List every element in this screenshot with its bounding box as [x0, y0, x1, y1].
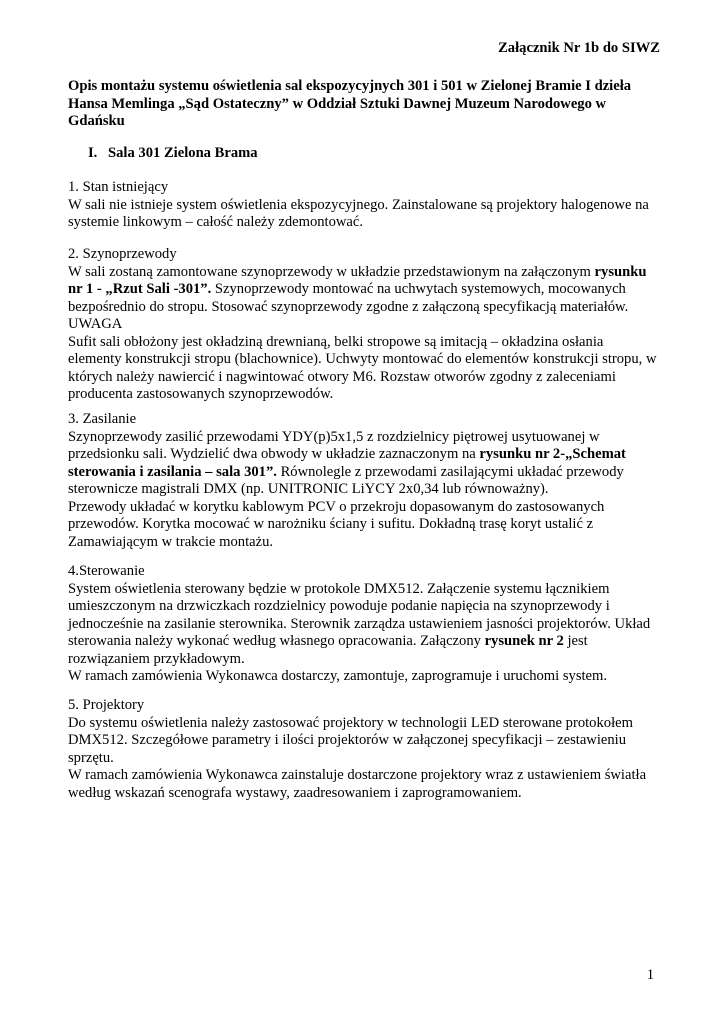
section-heading: 5. Projektory [68, 697, 145, 713]
drawing-reference: rysunku nr 1 - „Rzut Sali -301”. [68, 263, 647, 297]
text-run: jest rozwiązaniem przykładowym. [68, 633, 588, 667]
section-heading: 2. Szynoprzewody [68, 246, 177, 262]
section-heading: 1. Stan istniejący [68, 179, 169, 195]
annex-label: Załącznik Nr 1b do SIWZ [498, 40, 660, 56]
drawing-reference: rysunku nr 2-„Schemat sterowania i zasilania – sala 301”. [68, 446, 626, 480]
section-power-supply [68, 411, 660, 551]
section-existing-state [68, 179, 660, 232]
text-run: System oświetlenia sterowany będzie w protokole DMX512. Załączenie systemu łącznikiem umieszczonym na drzwiczkach rozdzielnicy powoduje podanie napięcia na szynoprzewody i jednocześnie na zasilanie sterownika. Sterownik zarządza ustawieniem jasności projektorów. Układ sterowania należy wykonać według własnego opracowania. Załączony [68, 580, 651, 649]
section-heading: 3. Zasilanie [68, 411, 137, 427]
section-busbars [68, 246, 660, 404]
document-page [68, 0, 660, 1024]
paragraph: W ramach zamówienia Wykonawca zainstaluje dostarczone projektory wraz z ustawieniem światła według wskazań scenografa wystawy, zaadresowaniem i zaprogramowaniem. [68, 767, 647, 801]
note-label: UWAGA [68, 316, 123, 332]
page-number: 1 [646, 967, 654, 983]
paragraph [68, 264, 660, 317]
document-title: Opis montażu systemu oświetlenia sal ekspozycyjnych 301 i 501 w Zielonej Bramie I dzieła Hansa Memlinga „Sąd Ostateczny” w Oddział Sztuki Dawnej Muzeum Narodowego w Gdańsku [68, 78, 632, 129]
paragraph: W sali nie istnieje system oświetlenia ekspozycyjnego. Zainstalowane są projektory halogenowe na systemie linkowym – całość należy zdemontować. [68, 196, 649, 230]
section-heading: 4.Sterowanie [68, 563, 145, 579]
text-run: Szynoprzewody montować na uchwytach systemowych, mocowanych bezpośrednio do stropu. Stosować szynoprzewody zgodne z załączoną specyfikacją materiałów. [68, 281, 629, 315]
paragraph [68, 429, 660, 499]
text-run: Szynoprzewody zasilić przewodami YDY(p)5x1,5 z rozdzielnicy piętrowej usytuowanej w przedsionku sali. Wydzielić dwa obwody w układzie zaznaczonym na [68, 428, 600, 462]
text-run: Równolegle z przewodami zasilającymi układać przewody sterownicze magistrali DMX (np. UNITRONIC LiYCY 2x0,34 lub równoważny). [68, 463, 624, 497]
drawing-reference: rysunek nr 2 [484, 633, 564, 649]
chapter-heading [88, 145, 258, 163]
paragraph: Do systemu oświetlenia należy zastosować projektory w technologii LED sterowane protokołem DMX512. Szczegółowe parametry i ilości projektorów w załączonej specyfikacji – zestawieniu sprzętu. [68, 714, 633, 766]
paragraph: Przewody układać w korytku kablowym PCV o przekroju dopasowanym do zastosowanych przewodów. Korytka mocować w narożniku ściany i sufitu. Dokładną trasę koryt ustalić z Zamawiającym w trakcie montażu. [68, 498, 605, 550]
paragraph [68, 581, 660, 669]
text-run: W sali zostaną zamontowane szynoprzewody w układzie przedstawionym na załączonym [68, 263, 595, 280]
chapter-title: Sala 301 Zielona Brama [108, 145, 258, 161]
paragraph: W ramach zamówienia Wykonawca dostarczy, zamontuje, zaprogramuje i uruchomi system. [68, 668, 608, 684]
paragraph: Sufit sali obłożony jest okładziną drewnianą, belki stropowe są imitacją – okładzina osłania elementy konstrukcji stropu (blachownice). Uchwyty montować do elementów konstrukcji stropu, w których należy nawiercić i nagwintować otwory M6. Rozstaw otworów zgodny z zaleceniami producenta zastosowanych szynoprzewodów. [68, 333, 657, 402]
section-control [68, 563, 660, 686]
section-projectors [68, 697, 660, 802]
chapter-number: I. [88, 145, 98, 161]
